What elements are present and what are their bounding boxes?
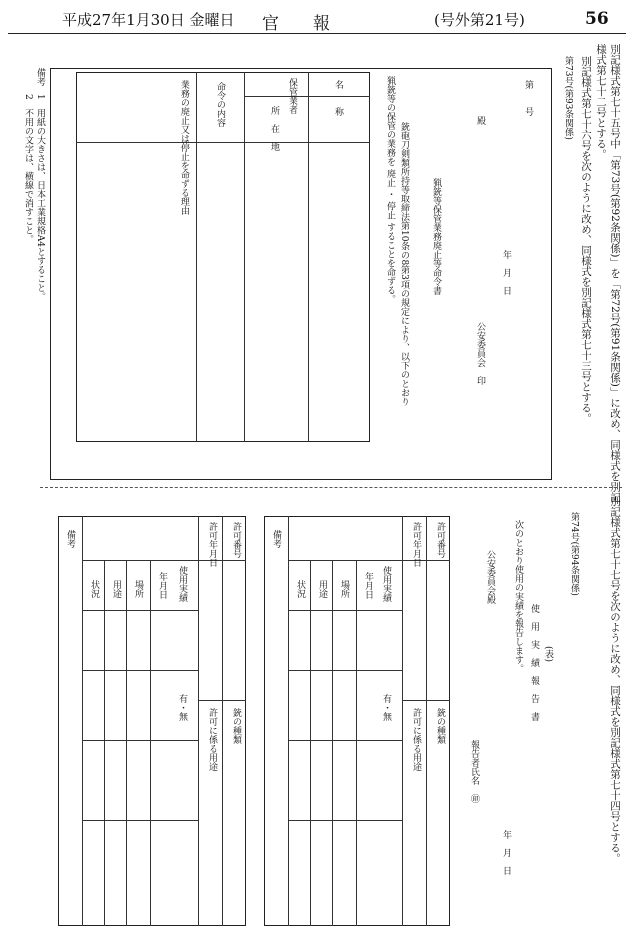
table-b-usage-record: 使用実績 (177, 566, 187, 602)
instruction-line-1: 別記様式第七十五号中「第73号(第92条関係)」を「第72号(第91条関係)」に改め、同様式を別記 (609, 44, 621, 503)
form-73-row-reason: 業務の廃止又は停止を命ずる理由 (178, 80, 189, 215)
form-73-date: 年 月 日 (501, 250, 511, 295)
table-b-remarks: 備考 (65, 530, 75, 548)
form-73-doc-no: 第 号 (523, 80, 533, 116)
form-74-number: 第74号(第94条関係) (569, 512, 579, 596)
table-b-permit-date: 許可年月日 (207, 522, 217, 567)
form-73-row-content: 命令の内容 (215, 82, 225, 127)
form-74-body: 次のとおり使用の実績を報告します。 (513, 520, 523, 673)
issue-number: (号外第21号) (434, 11, 525, 29)
table-b-usage-status: 状況 (89, 580, 99, 598)
table-a-usage-purpose: 用途 (317, 580, 327, 598)
header-rule (8, 33, 626, 34)
table-b-usage-purpose: 用途 (111, 580, 121, 598)
form-73-body-1: 銃砲刀剣類所持等取締法第10条の8第3項の規定により、以下のとおり (399, 122, 409, 406)
table-a-usage-status: 状況 (295, 580, 305, 598)
table-a-remarks: 備考 (271, 530, 281, 548)
issue-date: 平成27年1月30日 金曜日 (62, 11, 235, 29)
form-73-table (76, 72, 370, 442)
table-b-gun-type: 銃の種類 (231, 708, 241, 744)
table-a-permit-no: 許可番号 (435, 522, 445, 558)
form-73-row-operator: 保管業者 (287, 78, 297, 114)
form-73-body-2: 猟銃等の保管の業務を 廃止 ・ 停止 することを命ずる。 (385, 76, 395, 304)
form-73-title: 猟銃等保管業務廃止等命令書 (431, 178, 441, 295)
notes-label: 備考 (35, 68, 45, 86)
table-a-usage-place: 場所 (339, 580, 349, 598)
gazette-title: 官 報 (262, 14, 330, 34)
table-b-permit-no: 許可番号 (231, 522, 241, 558)
table-a-permit-use: 許可に係る用途 (411, 708, 421, 771)
form-73-addressee: 殿 (475, 116, 485, 125)
table-a-gun-type: 銃の種類 (435, 708, 445, 744)
instruction-line-3: 別記様式第七十六号を次のように改め、同様式を別記様式第七十三号とする。 (580, 56, 592, 424)
table-a-usage-date: 年月日 (363, 572, 373, 599)
form-73-issuer: 公安委員会 印 (475, 322, 485, 385)
table-a-permit-date: 許可年月日 (411, 522, 421, 567)
table-a-usage-record: 使用実績 (381, 566, 391, 602)
form-74-title-prefix: (表) (543, 646, 553, 663)
form-74-reporter: 報告者氏名 ㊞ (469, 740, 479, 803)
table-b-presence: 有・無 (177, 694, 187, 721)
instruction-bottom: 別記様式第七十七号を次のように改め、同様式を別記様式第七十四号とする。 (609, 496, 621, 864)
form-73-col-address: 所 在 地 (269, 106, 279, 151)
table-a-presence: 有・無 (381, 694, 391, 721)
page-header (0, 0, 634, 36)
instruction-line-2: 様式第七十二号とする。 (595, 44, 607, 160)
form-73-col-name: 名 称 (333, 80, 343, 116)
form-73-number: 第73号(第93条関係) (563, 56, 573, 140)
table-b-usage-date: 年月日 (157, 572, 167, 599)
form-74-addressee: 公安委員会殿 (485, 550, 495, 604)
note-1: 1 用紙の大きさは、日本工業規格A4とすること。 (35, 94, 45, 301)
page-number: 56 (585, 9, 609, 29)
note-2: 2 不用の文字は、横線で消すこと。 (23, 94, 33, 244)
table-b-permit-use: 許可に係る用途 (207, 708, 217, 771)
form-74-date: 年 月 日 (501, 830, 511, 875)
form-74-title: 使 用 実 績 報 告 書 (529, 604, 539, 721)
section-divider (40, 487, 622, 488)
table-b-usage-place: 場所 (133, 580, 143, 598)
